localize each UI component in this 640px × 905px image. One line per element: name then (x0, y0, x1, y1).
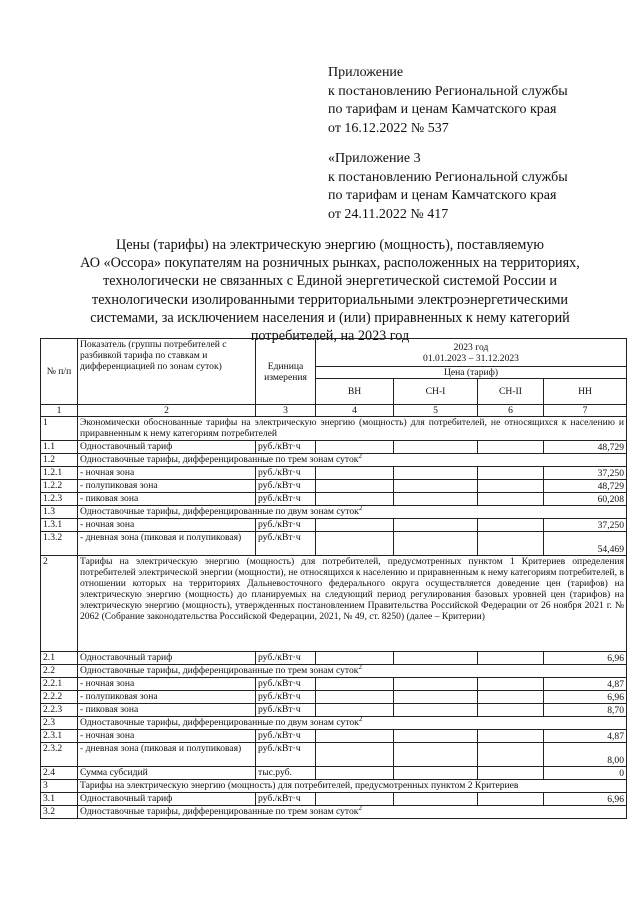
cell-vn (316, 704, 394, 717)
cell-sn2 (478, 532, 544, 556)
row-section-title (78, 780, 627, 793)
title-line: технологически не связанных с Единой энергетической системой России и (103, 273, 557, 290)
row-text: Одноставочные тарифы, дифференцированные по двум зонам суток (80, 506, 359, 517)
row-indicator: - пиковая зона (78, 493, 256, 506)
footnote-mark: 2 (358, 664, 362, 671)
cell-nn: 4,87 (544, 678, 627, 691)
row-indicator: Одноставочный тариф (78, 793, 256, 806)
table-row (41, 678, 627, 691)
row-indicator: - ночная зона (78, 678, 256, 691)
cell-sn1 (394, 467, 478, 480)
row-section-title (78, 717, 627, 730)
col-header-indicator: Показатель (группы потребителей с разбивкой тарифа по ставкам и дифференциацией по зонам суток) (78, 339, 256, 405)
row-number: 2.2.2 (41, 691, 78, 704)
row-text: Одноставочные тарифы, дифференцированные по двум зонам суток (80, 717, 359, 728)
row-section-title (78, 806, 627, 819)
row-text: Одноставочные тарифы, дифференцированные по трем зонам суток (80, 454, 359, 465)
table-row (41, 793, 627, 806)
col-header-level: СН-I (394, 379, 478, 405)
footnote-mark: 2 (358, 453, 362, 460)
table-row (41, 506, 627, 519)
row-text: Экономически обоснованные тарифы на электрическую энергию (мощность) для потребителей, не относящихся к населению и приравненным к нему категориям потребителей (80, 417, 624, 439)
col-header-num: № п/п (41, 339, 78, 405)
row-unit: руб./кВт·ч (256, 652, 316, 665)
row-number: 3.2 (41, 806, 78, 819)
cell-sn1 (394, 691, 478, 704)
row-text: Одноставочные тарифы, дифференцированные по трем зонам суток (80, 806, 359, 817)
cell-sn1 (394, 493, 478, 506)
table-row (41, 767, 627, 780)
row-number: 1.2.3 (41, 493, 78, 506)
document-title (70, 236, 590, 345)
cell-sn2 (478, 493, 544, 506)
cell-sn1 (394, 704, 478, 717)
cell-nn: 0 (544, 767, 627, 780)
col-number: 7 (544, 405, 627, 417)
col-number: 5 (394, 405, 478, 417)
row-indicator: - дневная зона (пиковая и полупиковая) (78, 532, 256, 556)
cell-sn2 (478, 704, 544, 717)
cell-sn2 (478, 480, 544, 493)
cell-sn2 (478, 730, 544, 743)
header2-line: по тарифам и ценам Камчатского края (328, 188, 557, 203)
appendix-3-header (328, 150, 568, 224)
header1-line: по тарифам и ценам Камчатского края (328, 102, 557, 117)
title-line: Цены (тарифы) на электрическую энергию (мощность), поставляемую (116, 237, 544, 253)
cell-vn (316, 652, 394, 665)
table-row (41, 780, 627, 793)
table-row (41, 480, 627, 493)
cell-vn (316, 767, 394, 780)
header2-line: к постановлению Региональной службы (328, 169, 568, 185)
tariff-table (40, 338, 627, 819)
row-number: 1.3.1 (41, 519, 78, 532)
cell-sn2 (478, 467, 544, 480)
header1-line: к постановлению Региональной службы (328, 83, 568, 99)
cell-sn2 (478, 519, 544, 532)
col-number: 2 (78, 405, 256, 417)
title-line: потребителей, на 2023 год (250, 328, 410, 345)
table-row (41, 743, 627, 767)
row-indicator: - дневная зона (пиковая и полупиковая) (78, 743, 256, 767)
col-number: 1 (41, 405, 78, 417)
table-row (41, 717, 627, 730)
row-number: 1.3.2 (41, 532, 78, 556)
cell-vn (316, 441, 394, 454)
row-indicator: - ночная зона (78, 519, 256, 532)
row-indicator: - полупиковая зона (78, 480, 256, 493)
row-text: Тарифы на электрическую энергию (мощность) для потребителей, предусмотренных пунктом 2 Критериев (80, 780, 519, 791)
row-number: 2.3.2 (41, 743, 78, 767)
cell-nn: 37,250 (544, 519, 627, 532)
row-number: 2 (41, 556, 78, 652)
row-number: 2.3.1 (41, 730, 78, 743)
header1-line: от 16.12.2022 № 537 (328, 120, 449, 136)
cell-sn2 (478, 793, 544, 806)
col-header-year (316, 339, 627, 367)
title-line: технологически изолированными территориальными электроэнергетическими (92, 291, 568, 308)
cell-nn: 48,729 (544, 441, 627, 454)
table-row (41, 704, 627, 717)
cell-vn (316, 532, 394, 556)
col-number: 4 (316, 405, 394, 417)
row-section-title (78, 665, 627, 678)
cell-sn1 (394, 793, 478, 806)
cell-sn1 (394, 678, 478, 691)
table-row (41, 493, 627, 506)
table-row (41, 519, 627, 532)
cell-vn (316, 519, 394, 532)
row-unit: руб./кВт·ч (256, 678, 316, 691)
year-label: 2023 год (453, 341, 489, 353)
col-header-level: НН (544, 379, 627, 405)
table-row (41, 730, 627, 743)
cell-sn1 (394, 652, 478, 665)
cell-sn2 (478, 767, 544, 780)
table-row (41, 441, 627, 454)
row-section-title (78, 417, 627, 441)
col-header-unit: Единица измерения (256, 339, 316, 405)
row-section-title (78, 556, 627, 652)
cell-sn2 (478, 743, 544, 767)
cell-sn2 (478, 652, 544, 665)
row-number: 2.4 (41, 767, 78, 780)
row-section-title (78, 506, 627, 519)
cell-nn: 8,70 (544, 704, 627, 717)
row-section-title (78, 454, 627, 467)
cell-sn1 (394, 743, 478, 767)
row-indicator: Сумма субсидий (78, 767, 256, 780)
row-unit: руб./кВт·ч (256, 467, 316, 480)
row-unit: руб./кВт·ч (256, 441, 316, 454)
row-indicator: Одноставочный тариф (78, 441, 256, 454)
col-number: 6 (478, 405, 544, 417)
row-unit: руб./кВт·ч (256, 532, 316, 556)
row-unit: руб./кВт·ч (256, 730, 316, 743)
header2-line: от 24.11.2022 № 417 (328, 206, 449, 222)
cell-vn (316, 678, 394, 691)
cell-vn (316, 730, 394, 743)
row-indicator: Одноставочный тариф (78, 652, 256, 665)
row-unit: руб./кВт·ч (256, 480, 316, 493)
table-row (41, 532, 627, 556)
row-number: 3 (41, 780, 78, 793)
col-header-level: ВН (316, 379, 394, 405)
row-unit: руб./кВт·ч (256, 743, 316, 767)
table-row (41, 467, 627, 480)
cell-nn: 54,469 (544, 532, 627, 556)
row-number: 1.3 (41, 506, 78, 519)
footnote-mark: 2 (358, 716, 363, 723)
cell-sn1 (394, 441, 478, 454)
table-row (41, 652, 627, 665)
cell-nn: 48,729 (544, 480, 627, 493)
header2-line: «Приложение 3 (328, 151, 421, 166)
cell-sn2 (478, 441, 544, 454)
row-number: 2.1 (41, 652, 78, 665)
header1-line: Приложение (328, 65, 404, 80)
row-indicator: - пиковая зона (78, 704, 256, 717)
row-number: 1 (41, 417, 78, 441)
cell-nn: 4,87 (544, 730, 627, 743)
col-header-price: Цена (тариф) (316, 367, 627, 379)
row-unit: руб./кВт·ч (256, 493, 316, 506)
cell-vn (316, 793, 394, 806)
row-number: 3.1 (41, 793, 78, 806)
cell-vn (316, 480, 394, 493)
footnote-mark: 2 (358, 505, 363, 512)
table-row (41, 665, 627, 678)
table-row (41, 417, 627, 441)
row-number: 1.1 (41, 441, 78, 454)
cell-vn (316, 467, 394, 480)
cell-nn: 37,250 (544, 467, 627, 480)
cell-nn: 6,96 (544, 793, 627, 806)
appendix-header (328, 64, 568, 138)
row-text: Тарифы на электрическую энергию (мощность) для потребителей, предусмотренных пунктом 1 Критериев определения потребителей электрической энергии (мощности), не относящихся к населению и приравненным к нему категориям потребителей, в отношении которых на территориях Дальневосточного федерального округа осуществляется доведение цен (тарифов) на электрическую энергию (мощность) до планируемых на следующий период регулирования базовых уровней цен (тарифов) на электрическую энергию (мощность), утвержденных постановлением Правительства Российской Федерации от 26 ноября 2021 г. № 2062 (Собрание законодательства Российской Федерации, 2021, № 49, ст. 8250) (далее – Критерии) (80, 556, 624, 622)
col-header-level: СН-II (478, 379, 544, 405)
row-unit: руб./кВт·ч (256, 793, 316, 806)
row-unit: руб./кВт·ч (256, 519, 316, 532)
row-text: Одноставочные тарифы, дифференцированные по трем зонам суток (80, 665, 359, 676)
row-number: 1.2.1 (41, 467, 78, 480)
cell-nn: 6,96 (544, 652, 627, 665)
row-unit: руб./кВт·ч (256, 704, 316, 717)
row-number: 1.2 (41, 454, 78, 467)
cell-vn (316, 743, 394, 767)
cell-sn1 (394, 532, 478, 556)
row-number: 2.2.1 (41, 678, 78, 691)
cell-sn2 (478, 691, 544, 704)
cell-nn: 60,208 (544, 493, 627, 506)
table-row (41, 454, 627, 467)
cell-sn1 (394, 480, 478, 493)
row-unit: тыс.руб. (256, 767, 316, 780)
period-label: 01.01.2023 – 31.12.2023 (423, 352, 519, 364)
cell-sn2 (478, 678, 544, 691)
row-indicator: - ночная зона (78, 467, 256, 480)
row-indicator: - полупиковая зона (78, 691, 256, 704)
row-number: 2.2.3 (41, 704, 78, 717)
table-row (41, 691, 627, 704)
cell-nn: 8,00 (544, 743, 627, 767)
title-line: системами, за исключением населения и (или) приравненных к нему категорий (90, 309, 570, 326)
col-number: 3 (256, 405, 316, 417)
table-row (41, 806, 627, 819)
row-number: 2.2 (41, 665, 78, 678)
row-unit: руб./кВт·ч (256, 691, 316, 704)
row-number: 2.3 (41, 717, 78, 730)
title-line: АО «Оссора» покупателям на розничных рынках, расположенных на территориях, (80, 255, 580, 272)
footnote-mark: 2 (358, 805, 362, 812)
cell-vn (316, 493, 394, 506)
cell-sn1 (394, 730, 478, 743)
row-number: 1.2.2 (41, 480, 78, 493)
cell-sn1 (394, 519, 478, 532)
row-indicator: - ночная зона (78, 730, 256, 743)
table-row (41, 556, 627, 652)
cell-vn (316, 691, 394, 704)
cell-nn: 6,96 (544, 691, 627, 704)
cell-sn1 (394, 767, 478, 780)
